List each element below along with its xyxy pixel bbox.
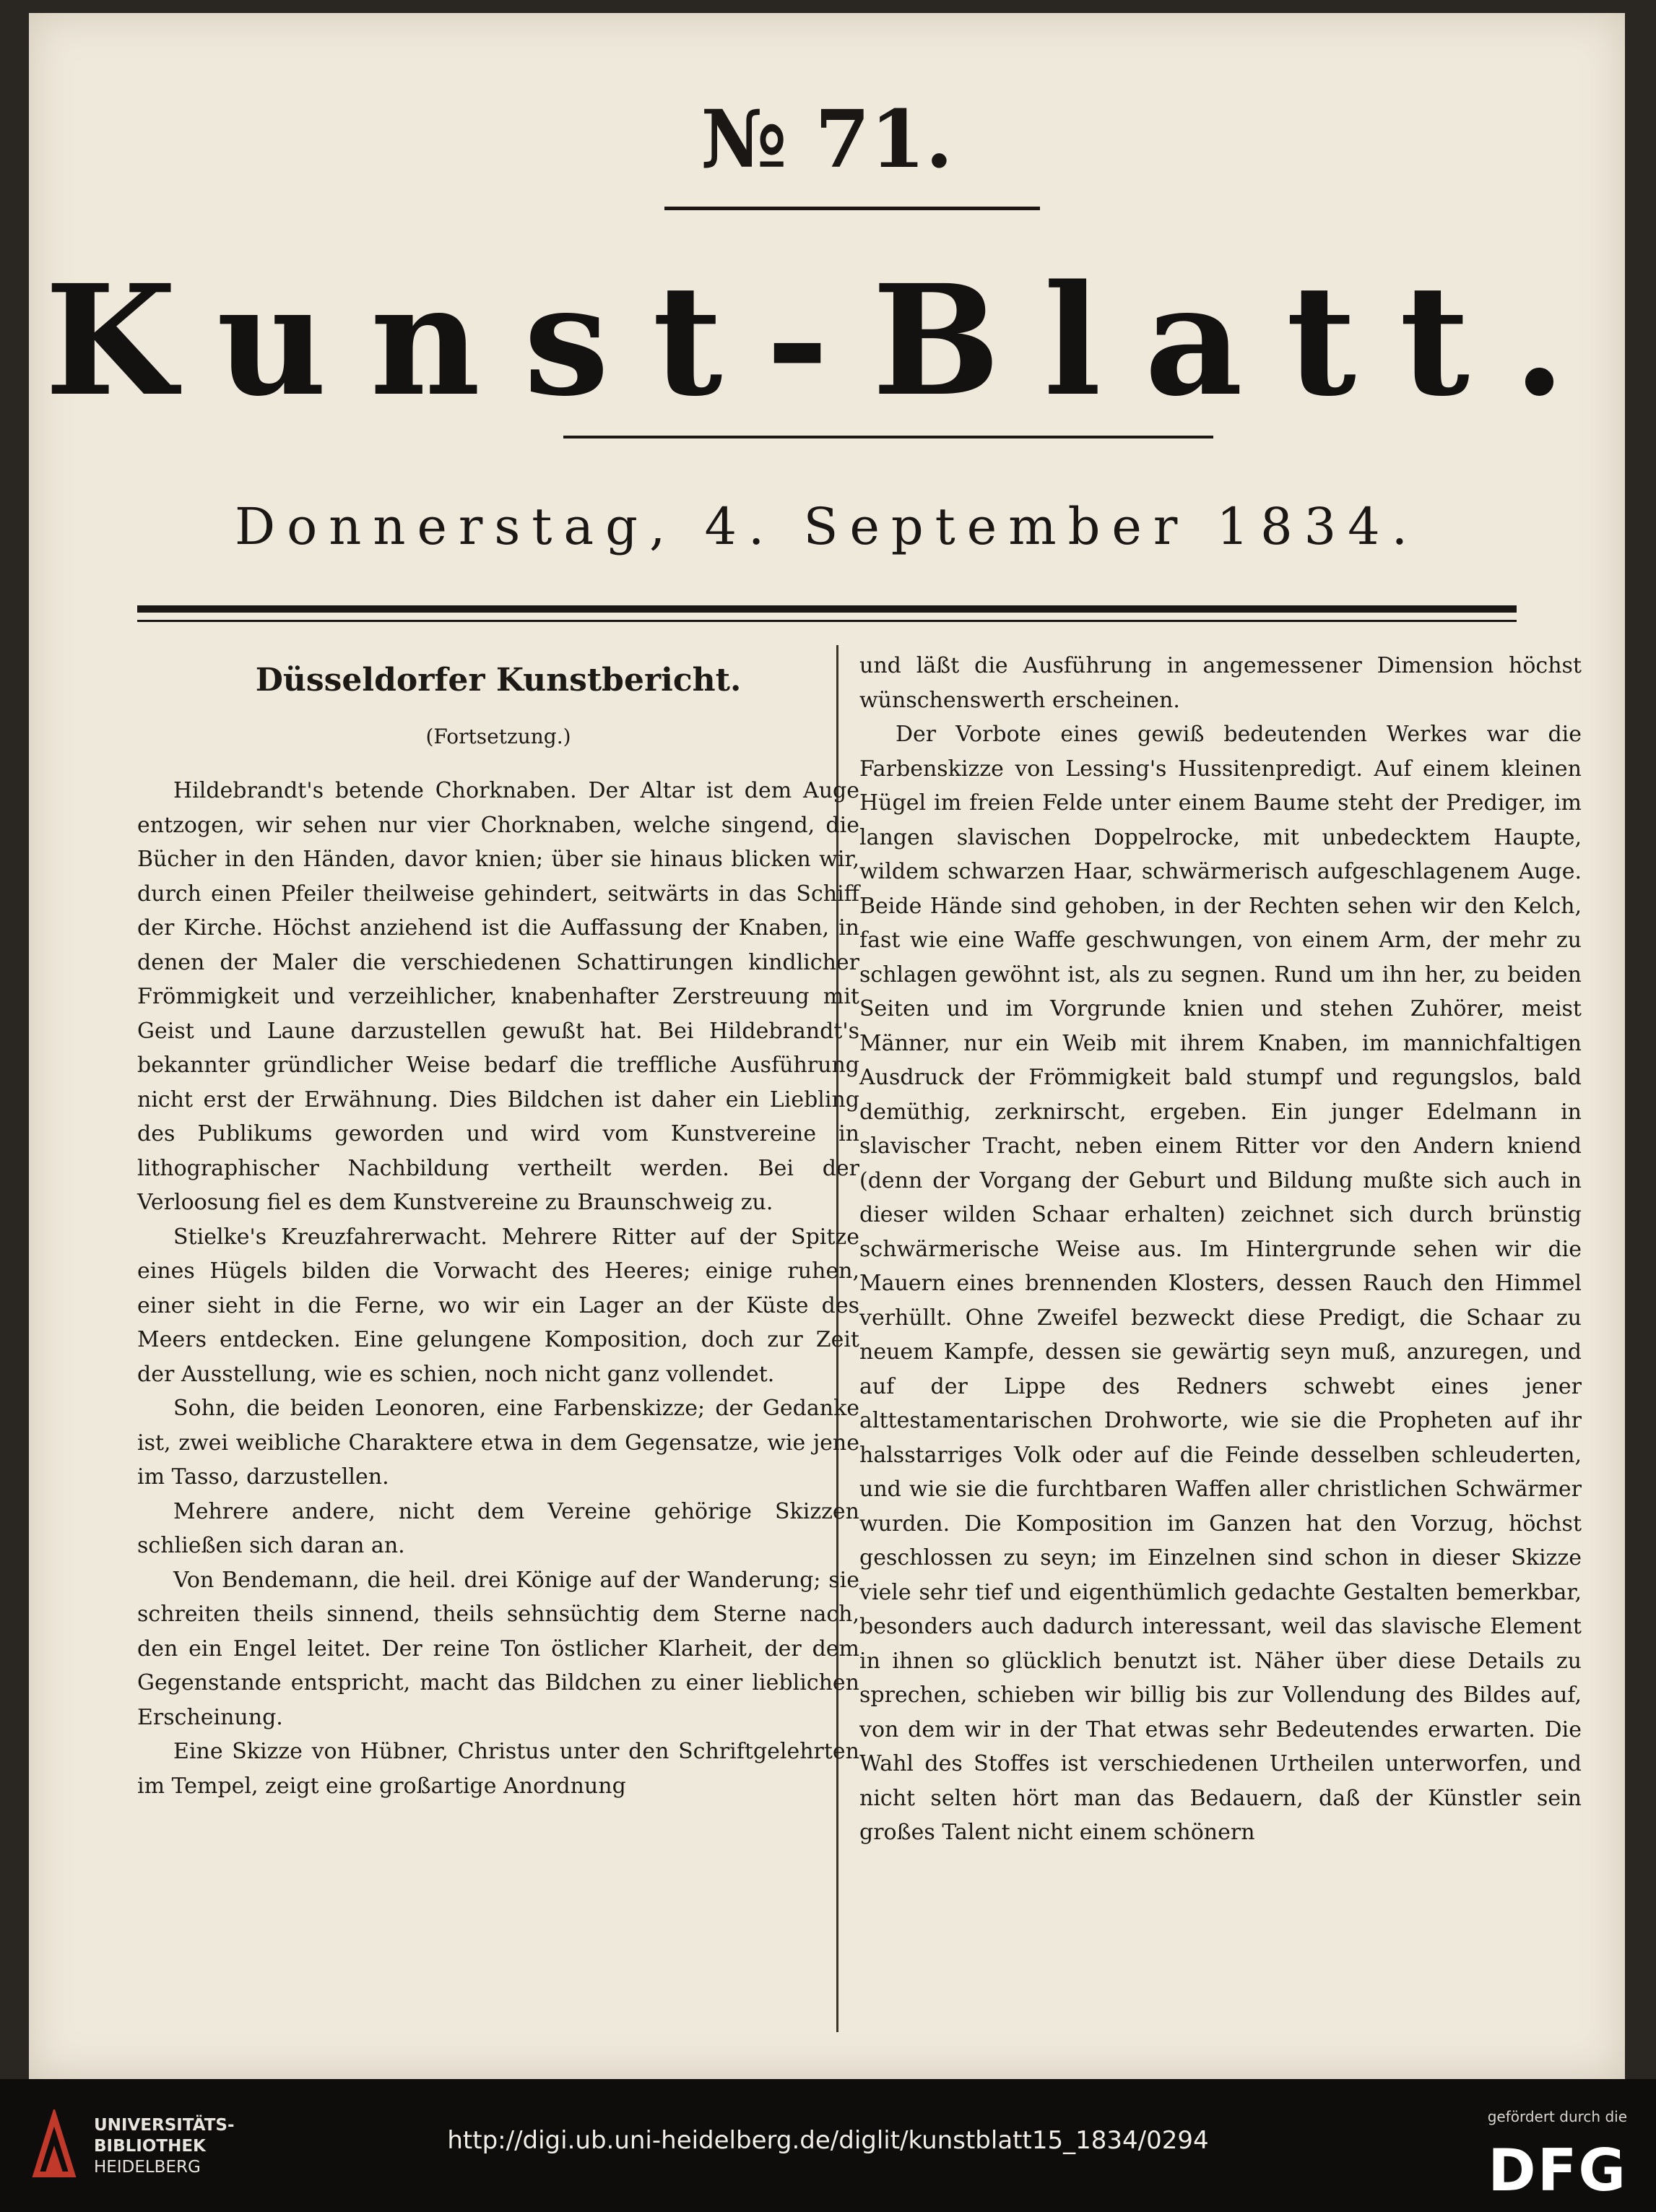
masthead-title: Kunst-Blatt. <box>44 251 1610 430</box>
scanned-page <box>29 13 1625 2079</box>
article-title: Düsseldorfer Kunstbericht. <box>255 662 742 699</box>
divider-rule <box>137 605 1517 613</box>
divider-rule <box>137 620 1517 622</box>
divider-rule <box>563 436 1213 438</box>
permalink-url[interactable]: http://digi.ub.uni-heidelberg.de/diglit/kunstblatt15_1834/0294 <box>447 2126 1209 2155</box>
dfg-logo[interactable]: DFG <box>1488 2137 1627 2204</box>
paragraph: Stielke's Kreuzfahrerwacht. Mehrere Ritter auf der Spitze eines Hügels bilden die Vorwacht des Heeres; einige ruhen, einer sieht in die Ferne, wo wir ein Lager an der Küste des Meers entdecken. Eine gelungene Komposition, doch zur Zeit der Ausstellung, wie es schien, noch nicht ganz vollendet. <box>137 1224 859 1387</box>
right-column <box>859 649 1582 1850</box>
left-column <box>137 649 859 1803</box>
paragraph: Der Vorbote eines gewiß bedeutenden Werkes war die Farbenskizze von Lessing's Hussitenpredigt. Auf einem kleinen Hügel im freien Felde unter einem Baume steht der Prediger, im langen slavischen Doppelrocke, mit unbedecktem Haupte, wildem schwarzen Haar, schwärmerisch aufgeschlagenem Auge. Beide Hände sind gehoben, in der Rechten sehen wir den Kelch, fast wie eine Waffe geschwungen, von einem Arm, der mehr zu schlagen gewöhnt ist, als zu segnen. Rund um ihn her, zu beiden Seiten und im Vorgrunde knien und stehen Zuhörer, meist Männer, nur ein Weib mit ihrem Knaben, im mannichfaltigen Ausdruck der Frömmigkeit bald stumpf und regungslos, bald demüthig, zerknirscht, ergeben. Ein junger Edelmann in slavischer Tracht, neben einem Ritter vor den Andern kniend (denn der Vorgang der Geburt und Bildung mußte sich auch in dieser wilden Schaar erhalten) zeichnet sich durch brünstig schwärmerische Weise aus. Im Hintergrunde sehen wir die Mauern eines brennenden Klosters, dessen Rauch den Himmel verhüllt. Ohne Zweifel bezweckt diese Predigt, die Schaar zu neuem Kampfe, dessen sie gewärtig seyn muß, anzuregen, und auf der Lippe des Redners schwebt eines jener alttestamentarischen Drohworte, wie sie die Propheten auf ihr halsstarriges Volk oder auf die Feinde desselben schleuderten, und wie sie die furchtbaren Waffen aller christlichen Schwärmer wurden. Die Komposition im Ganzen hat den Vorzug, höchst geschlossen zu seyn; im Einzelnen sind schon in dieser Skizze viele sehr tief und eigenthümlich gedachte Gestalten bemerkbar, besonders auch dadurch interessant, weil das slavische Element in ihnen so glücklich benutzt ist. Näher über diese Details zu sprechen, schieben wir billig bis zur Vollendung des Bildes auf, von dem wir in der That etwas sehr Bedeutendes erwarten. Die Wahl des Stoffes ist verschiedenen Urtheilen unterworfen, und nicht selten hört man das Bedauern, daß der Künstler sein großes Talent nicht einem schönern <box>859 722 1582 1845</box>
paragraph: Eine Skizze von Hübner, Christus unter den Schriftgelehrten im Tempel, zeigt eine großartige Anordnung <box>137 1739 859 1799</box>
viewer-footer <box>0 2079 1656 2212</box>
divider-rule <box>664 207 1040 210</box>
issue-number: № 71. <box>701 92 953 186</box>
paragraph: Mehrere andere, nicht dem Vereine gehörige Skizzen schließen sich daran an. <box>137 1498 859 1558</box>
article-subtitle: (Fortsetzung.) <box>425 724 571 748</box>
dateline: Donnerstag, 4. September 1834. <box>235 497 1419 556</box>
paragraph: Sohn, die beiden Leonoren, eine Farbenskizze; der Gedanke ist, zwei weibliche Charaktere etwa in dem Gegensatze, wie jene im Tasso, darzustellen. <box>137 1396 859 1490</box>
logo-line: HEIDELBERG <box>94 2158 201 2177</box>
paragraph-continuation: und läßt die Ausführung in angemessener Dimension höchst wünschenswerth erscheinen. <box>859 653 1582 713</box>
logo-line: UNIVERSITÄTS- <box>94 2116 235 2135</box>
funding-note: gefördert durch die <box>1487 2108 1627 2125</box>
paragraph: Hildebrandt's betende Chorknaben. Der Altar ist dem Auge entzogen, wir sehen nur vier Chorknaben, welche singend, die Bücher in den Händen, davor knien; über sie hinaus blicken wir, durch einen Pfeiler theilweise gehindert, seitwärts in das Schiff der Kirche. Höchst anziehend ist die Auffassung der Knaben, in denen der Maler die verschiedenen Schattirungen kindlicher Frömmigkeit und verzeihlicher, knabenhafter Zerstreuung mit Geist und Laune darzustellen gewußt hat. Bei Hildebrandt's bekannter gründlicher Weise bedarf die treffliche Ausführung nicht erst der Erwähnung. Dies Bildchen ist daher ein Liebling des Publikums geworden und wird vom Kunstvereine in lithographischer Nachbildung vertheilt werden. Bei der Verloosung fiel es dem Kunstvereine zu Braunschweig zu. <box>137 778 859 1215</box>
logo-line: BIBLIOTHEK <box>94 2137 206 2156</box>
paragraph: Von Bendemann, die heil. drei Könige auf der Wanderung; sie schreiten theils sinnend, theils sehnsüchtig dem Sterne nach, den ein Engel leitet. Der reine Ton östlicher Klarheit, der dem Gegenstande entspricht, macht das Bildchen zu einer lieblichen Erscheinung. <box>137 1567 859 1730</box>
